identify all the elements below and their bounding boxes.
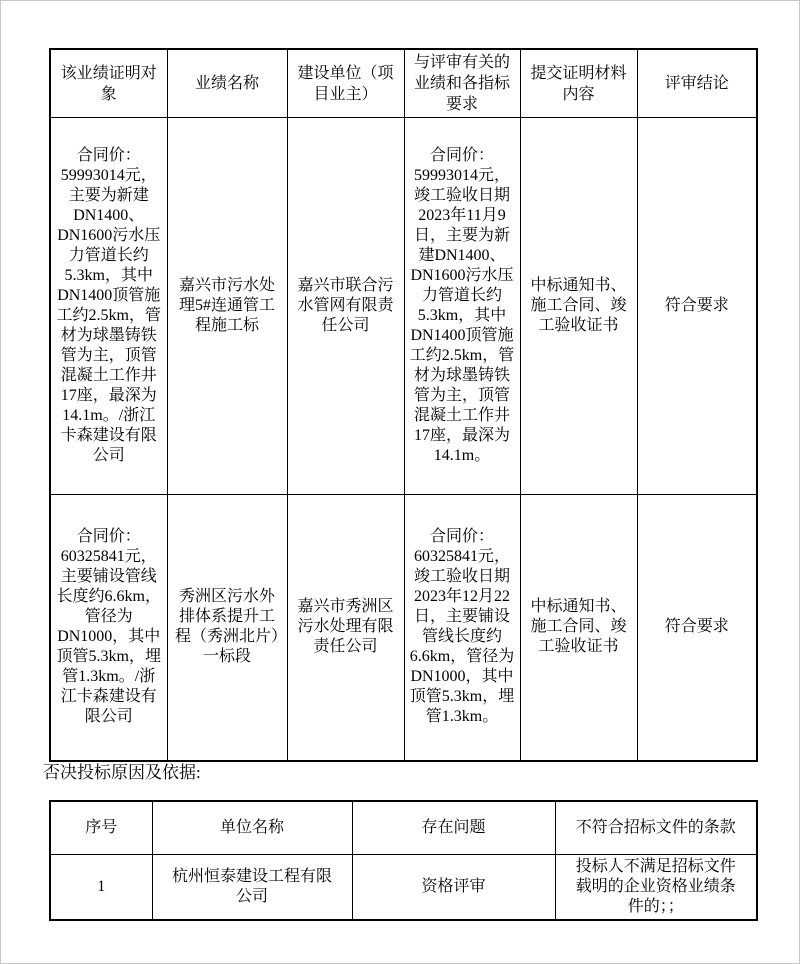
- header-serial-no: 序号: [50, 801, 152, 854]
- reject-reason-table: [49, 800, 758, 921]
- performance-evaluation-table: [49, 48, 758, 762]
- header-materials: 提交证明材料内容: [520, 49, 637, 118]
- table-row: [50, 495, 757, 761]
- header-requirements: 与评审有关的业绩和各指标要求: [404, 49, 520, 118]
- table-header-row: [50, 801, 757, 854]
- cell-performance-name: 嘉兴市污水处理5#连通管工程施工标: [167, 118, 287, 495]
- table-row: [50, 118, 757, 495]
- header-performance-name: 业绩名称: [167, 49, 287, 118]
- cell-clause: 投标人不满足招标文件载明的企业资格业绩条件的；；: [555, 854, 757, 920]
- table-row: [50, 854, 757, 920]
- cell-proof-object: 合同价：59993014元，主要为新建DN1400、DN1600污水压力管道长约5.3km，其中DN1400顶管施工约2.5km，管材为球墨铸铁管为主，顶管混凝土工作井17座，最深为14.1m。/浙江卡森建设有限公司: [50, 118, 167, 495]
- header-problem: 存在问题: [352, 801, 555, 854]
- cell-materials: 中标通知书、施工合同、竣工验收证书: [520, 495, 637, 761]
- cell-conclusion: 符合要求: [637, 495, 757, 761]
- cell-conclusion: 符合要求: [637, 118, 757, 495]
- header-conclusion: 评审结论: [637, 49, 757, 118]
- cell-serial-no: 1: [50, 854, 152, 920]
- cell-unit-name: 杭州恒泰建设工程有限公司: [152, 854, 352, 920]
- table-header-row: [50, 49, 757, 118]
- cell-proof-object: 合同价：60325841元，主要铺设管线长度约6.6km，管径为DN1000，其中顶管5.3km，埋管1.3km。/浙江卡森建设有限公司: [50, 495, 167, 761]
- cell-problem: 资格评审: [352, 854, 555, 920]
- header-unit-name: 单位名称: [152, 801, 352, 854]
- cell-owner: 嘉兴市联合污水管网有限责任公司: [287, 118, 404, 495]
- cell-performance-name: 秀洲区污水外排体系提升工程（秀洲北片）一标段: [167, 495, 287, 761]
- reject-reason-label: 否决投标原因及依据:: [43, 763, 201, 782]
- header-clause: 不符合招标文件的条款: [555, 801, 757, 854]
- cell-requirements: 合同价：60325841元，竣工验收日期2023年12月22日，主要铺设管线长度约6.6km，管径为DN1000，其中顶管5.3km，埋管1.3km。: [404, 495, 520, 761]
- cell-owner: 嘉兴市秀洲区污水处理有限责任公司: [287, 495, 404, 761]
- cell-materials: 中标通知书、施工合同、竣工验收证书: [520, 118, 637, 495]
- header-proof-object: 该业绩证明对象: [50, 49, 167, 118]
- header-owner: 建设单位（项目业主）: [287, 49, 404, 118]
- cell-requirements: 合同价：59993014元，竣工验收日期2023年11月9日，主要为新建DN1400、DN1600污水压力管道长约5.3km，其中DN1400顶管施工约2.5km，管材为球墨铸铁管为主，顶管混凝土工作井17座，最深为14.1m。: [404, 118, 520, 495]
